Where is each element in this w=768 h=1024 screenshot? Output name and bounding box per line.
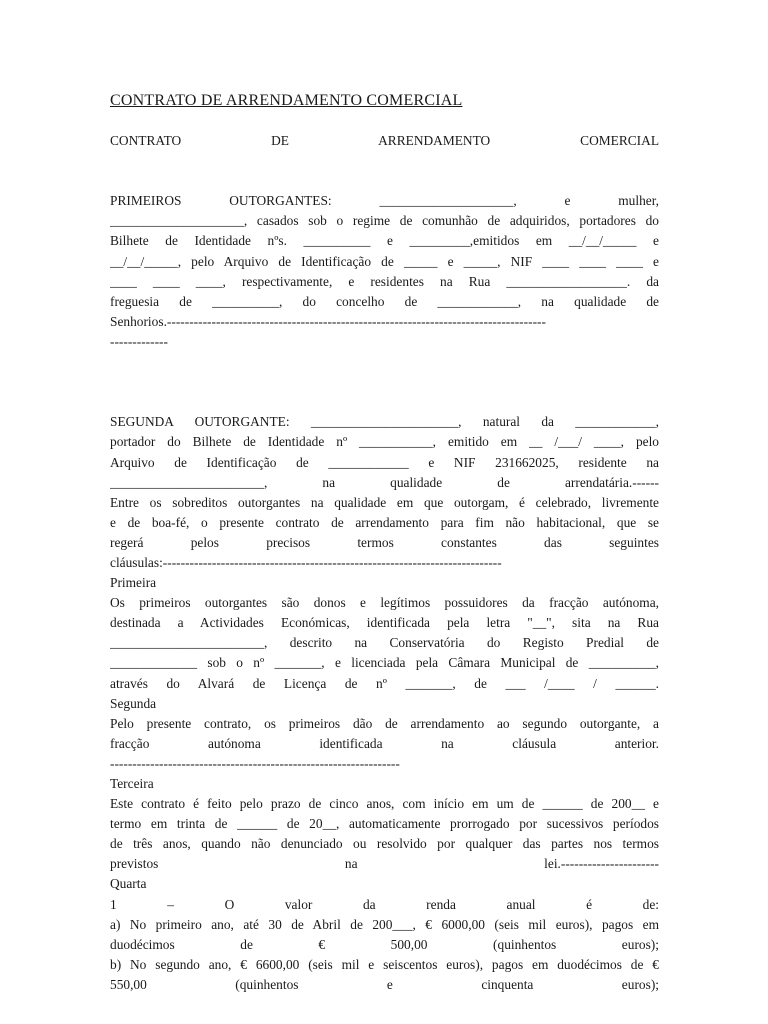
- text-line: 550,00 (quinhentos e cinquenta euros);: [110, 976, 659, 992]
- text-line: fracção autónoma identificada na cláusula anterior.: [110, 735, 659, 751]
- text-line: Primeira: [110, 575, 157, 591]
- text-line: ____________________, casados sob o regime de comunhão de adquiridos, portadores do: [110, 213, 659, 229]
- text-line: 1 – O valor da renda anual é de:: [110, 896, 659, 912]
- text-line: cláusulas:----------------------------------------------------------------------------: [110, 554, 502, 570]
- text-line: Entre os sobreditos outorgantes na qualidade em que outorgam, é celebrado, livremente: [110, 494, 659, 510]
- text-line: através do Alvará de Licença de nº _______, de ___ /____ / ______.: [110, 675, 659, 691]
- text-line: -----------------------------------------------------------------: [110, 755, 400, 771]
- document-body: [110, 131, 659, 995]
- text-line: Arquivo de Identificação de ____________ e NIF 231662025, residente na: [110, 454, 659, 470]
- text-line: Terceira: [110, 776, 154, 792]
- text-line: previstos na lei.----------------------: [110, 856, 659, 872]
- text-line: de três anos, quando não denunciado ou resolvido por qualquer das partes nos termos: [110, 836, 659, 852]
- text-line: b) No segundo ano, € 6600,00 (seis mil e seiscentos euros), pagos em duodécimos de €: [110, 956, 659, 972]
- text-line: _______________________, na qualidade de arrendatária.------: [110, 474, 659, 490]
- text-line: portador do Bilhete de Identidade nº ___________, emitido em __ /___/ ____, pelo: [110, 434, 659, 450]
- text-line: freguesia de __________, do concelho de ____________, na qualidade de: [110, 293, 659, 309]
- text-line: SEGUNDA OUTORGANTE: ______________________, natural da ____________,: [110, 414, 659, 430]
- text-line: _____________ sob o nº _______, e licenciada pela Câmara Municipal de __________,: [110, 655, 659, 671]
- text-line: destinada a Actividades Económicas, identificada pela letra "__", sita na Rua: [110, 615, 659, 631]
- text-line: Este contrato é feito pelo prazo de cinco anos, com início em um de ______ de 200__ e: [110, 796, 659, 812]
- text-line: CONTRATO DE ARRENDAMENTO COMERCIAL: [110, 133, 659, 148]
- paragraph-spacer: [110, 151, 659, 191]
- text-line: Pelo presente contrato, os primeiros dão de arrendamento ao segundo outorgante, a: [110, 715, 659, 731]
- paragraph-spacer: [110, 352, 659, 412]
- text-line: Os primeiros outorgantes são donos e legítimos possuidores da fracção autónoma,: [110, 595, 659, 611]
- text-line: e de boa-fé, o presente contrato de arrendamento para fim não habitacional, que se: [110, 514, 659, 530]
- text-line: Quarta: [110, 876, 147, 892]
- text-line: Senhorios.-------------------------------------------------------------------------------------: [110, 313, 546, 329]
- text-line: __/__/_____, pelo Arquivo de Identificação de _____ e _____, NIF ____ ____ ____ e: [110, 253, 659, 269]
- document-title: CONTRATO DE ARRENDAMENTO COMERCIAL: [110, 92, 463, 109]
- text-line: _______________________, descrito na Conservatória do Registo Predial de: [110, 635, 659, 651]
- text-line: ____ ____ ____, respectivamente, e residentes na Rua __________________. da: [110, 273, 659, 289]
- text-line: regerá pelos precisos termos constantes das seguintes: [110, 534, 659, 550]
- text-line: duodécimos de € 500,00 (quinhentos euros);: [110, 936, 659, 952]
- text-line: termo em trinta de ______ de 20__, automaticamente prorrogado por sucessivos períodos: [110, 816, 659, 832]
- text-line: Bilhete de Identidade nºs. __________ e _________,emitidos em __/__/_____ e: [110, 233, 659, 249]
- text-line: Segunda: [110, 695, 157, 711]
- text-line: -------------: [110, 333, 168, 349]
- text-line: a) No primeiro ano, até 30 de Abril de 200___, € 6000,00 (seis mil euros), pagos em: [110, 916, 659, 932]
- text-line: PRIMEIROS OUTORGANTES: ____________________, e mulher,: [110, 193, 659, 209]
